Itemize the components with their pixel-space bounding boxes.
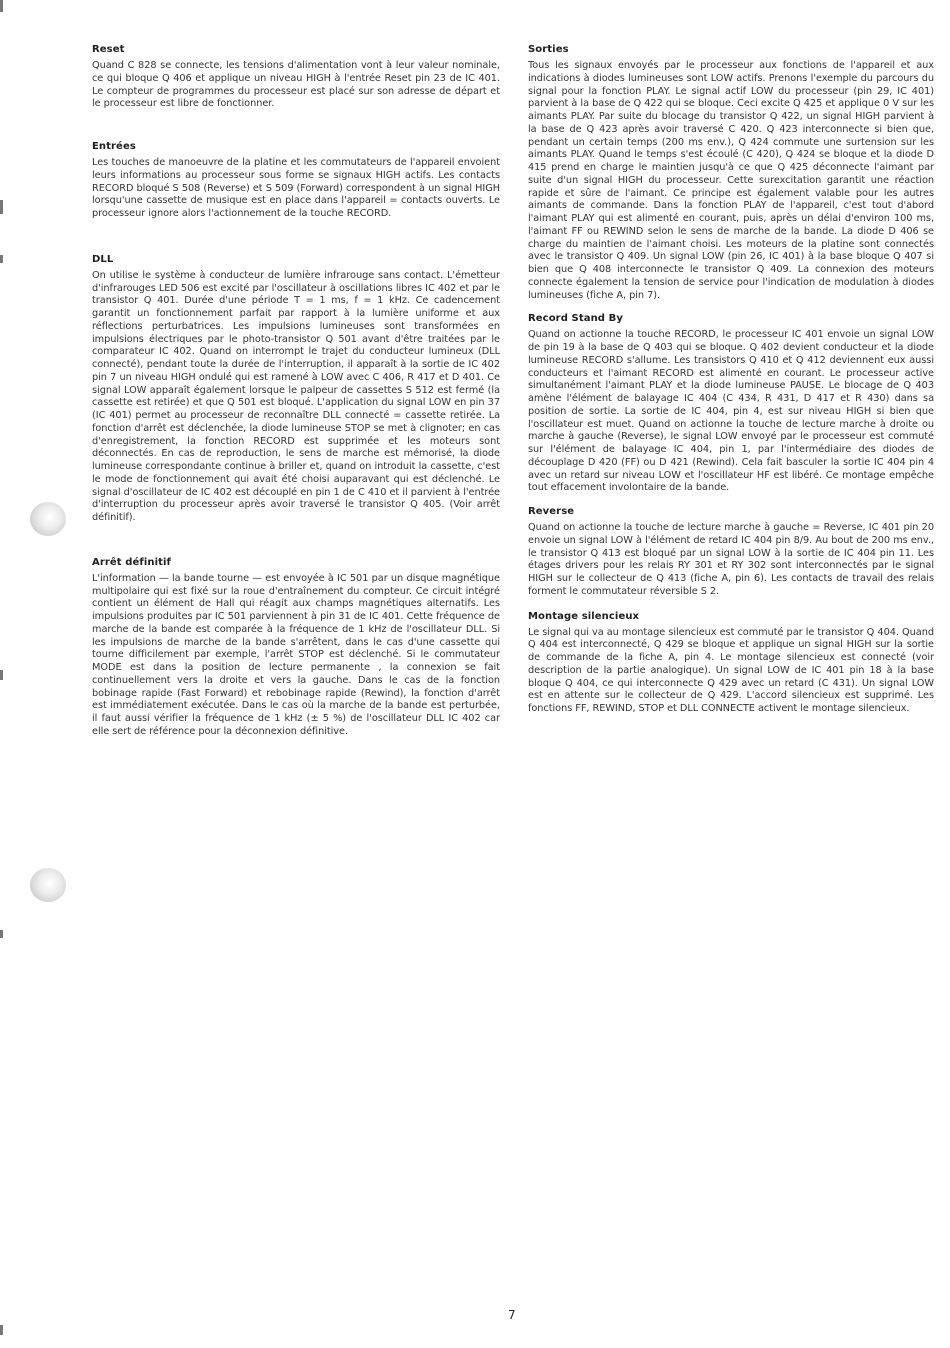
binder-hole-bottom: [30, 868, 66, 902]
section-text-dll: On utilise le système à conducteur de lumière infrarouge sans contact. L'émetteur d'infrarouges LED 506 est excité par l'oscillateur à oscillations libres IC 402 et par le transistor Q 401. Durée d'une période T = 1 ms, f = 1 kHz. Ce cadencement garantit un fonctionnement parfait par rapport à la lumière uniforme et aux réflections perturbatrices. Les impulsions lumineuses sont transformées en impulsions électriques par le photo-transistor Q 501 avant d'être traitées par le comparateur IC 402. Quand on interrompt le trajet du conducteur lumineux (DLL connecté), pendant toute la durée de l'interruption, il apparaît à la sortie de IC 402 pin 7 un niveau HIGH ondulé qui est ramené à LOW avec C 406, R 417 et D 401. Ce signal LOW apparaît également lorsque le palpeur de cassettes S 512 est fermé (la cassette est retirée) et que Q 501 est bloqué. L'application du signal LOW en pin 37 (IC 401) permet au processeur de reconnaître DLL connecté = cassette retirée. La fonction d'arrêt est déclenchée, la diode lumineuse STOP se met à clignoter; en cas d'enregistrement, la fonction RECORD est supprimée et les moteurs sont déconnectés. En cas de reproduction, le sens de marche est mémorisé, la diode lumineuse correspondante continue à briller et, quand on introduit la cassette, c'est le mode de fonctionnement qui avait été choisi auparavant qui est déclenché. Le signal d'oscillateur de IC 402 est découplé en pin 1 de C 410 et il parvient à l'entrée d'interruption du processeur après avoir traversé le transistor Q 405. (Voir arrêt définitif).: [92, 269, 500, 523]
section-montage-silencieux: [528, 611, 934, 716]
section-text-reset: Quand C 828 se connecte, les tensions d'alimentation vont à leur valeur nominale, ce qui bloque Q 406 et applique un niveau HIGH à l'entrée Reset pin 23 de IC 401. Le compteur de programmes du processeur est placé sur son adresse de départ et le processeur est libre de fonctionner.: [92, 60, 500, 110]
scan-edge-mark: [0, 1325, 3, 1335]
section-text-record-stand-by: Quand on actionne la touche RECORD, le processeur IC 401 envoie un signal LOW de pin 19 à la base de Q 403 qui se bloque. Q 402 devient conducteur et la diode lumineuse RECORD s'allume. Les transistors Q 410 et Q 412 deviennent eux aussi conducteurs et l'aimant RECORD est alimenté en courant. Le processeur active simultanément l'aimant PLAY et la diode lumineuse PAUSE. Le blocage de Q 403 amène l'élément de balayage IC 404 (C 434, R 431, D 417 et R 430) dans sa position de sortie. La sortie de IC 404, pin 4, est sur niveau HIGH si bien que l'oscillateur est muet. Quand on actionne la touche de lecture marche à droite ou marche à gauche (Reverse), le signal LOW envoyé par le processeur est commuté sur l'élément de balayage IC 404, pin 1, par l'intermédiaire des diodes de découplage D 420 (FF) ou D 421 (Rewind). Cela fait basculer la sortie IC 404 pin 4 avec un retard sur niveau LOW et l'oscillateur HF est libéré. Ce montage empêche tout effacement involontaire de la bande.: [528, 329, 934, 494]
section-text-arret-definitif: L'information — la bande tourne — est envoyée à IC 501 par un disque magnétique multipolaire qui est fixé sur la roue d'entraînement du compteur. Ce circuit intégré contient un élément de Hall qui réagit aux champs magnétiques alternatifs. Les impulsions produites par IC 501 parviennent à pin 31 de IC 401. Cette fréquence de marche de la bande est comparée à la fréquence de 1 kHz de l'oscillateur DLL. Si les impulsions de marche de la bande s'arrêtent, dans le cas d'une cassette qui tourne difficilement par exemple, l'arrêt STOP est déclenché. Si le commutateur MODE est dans la position de lecture permanente , la connexion se fait continuellement vers la droite et vers la gauche. Dans le cas de la fonction bobinage rapide (Fast Forward) et rebobinage rapide (Rewind), la fonction d'arrêt est immédiatement exécutée. Dans le cas où la marche de la bande est perturbée, il faut aussi vérifier la fréquence de 1 kHz (± 5 %) de l'oscillateur DLL IC 402 car elle sert de référence pour la déconnexion définitive.: [92, 572, 500, 737]
section-reset: [92, 44, 500, 111]
scan-edge-mark: [0, 930, 3, 938]
section-heading-entrees: Entrées: [92, 141, 136, 152]
section-heading-sorties: Sorties: [528, 44, 569, 55]
section-reverse: [528, 506, 934, 599]
scan-edge-mark: [0, 670, 3, 680]
scan-edge-mark: [0, 255, 3, 263]
scan-edge-mark: [0, 0, 3, 12]
section-heading-dll: DLL: [92, 253, 114, 265]
section-heading-montage-silencieux: Montage silencieux: [528, 610, 640, 622]
binder-hole-top: [30, 502, 66, 536]
section-text-sorties: Tous les signaux envoyés par le processeur aux fonctions de l'appareil et aux indications à diodes lumineuses sont LOW actifs. Prenons l'exemple du parcours du signal pour la fonction PLAY. Le signal actif LOW du processeur (pin 29, IC 401) parvient à la base de Q 422 qui se bloque. Ceci excite Q 425 et applique 0 V sur les aimants PLAY. Par suite du blocage du transistor Q 422, un signal HIGH parvient à la base de Q 423 après avoir traversé C 420. Q 423 interconnecte si bien que, pendant un certain temps (200 ms env.), Q 424 commute une surtension sur les aimants PLAY. Quand le temps s'est écoulé (C 420), Q 424 se bloque et la diode D 415 prend en charge le maintien jusqu'à ce que Q 425 déconnecte l'aimant par suite d'un signal HIGH du processeur. Cette surexcitation garantit une réaction rapide et sûre de l'aimant. Ce principe est également valable pour les autres aimants de commande. Dans la fonction PLAY de l'appareil, c'est tout d'abord l'aimant PLAY qui est alimenté en courant, puis, après un délai d'environ 100 ms, l'aimant FF ou REWIND selon le sens de marche de la bande. La diode D 406 se charge du maintien de l'aimant choisi. Les moteurs de la platine sont connectés avec le transistor Q 409. Un signal LOW (pin 26, IC 401) à la base bloque Q 407 si bien que Q 408 interconnecte le transistor Q 409. La connexion des moteurs connecte également la tension de service pour l'indication de modulation à diodes lumineuses (fiche A, pin 7).: [528, 60, 934, 301]
section-sorties: [528, 44, 934, 302]
section-text-entrees: Les touches de manoeuvre de la platine et les commutateurs de l'appareil envoient leurs informations au processeur sous forme se signaux HIGH actifs. Les contacts RECORD bloqué S 508 (Reverse) et S 509 (Forward) correspondent à un signal HIGH lorsqu'une cassette de musique est en place dans l'appareil = contacts ouverts. Le processeur ignore alors l'actionnement de la touche RECORD.: [92, 157, 500, 219]
section-heading-reset: Reset: [92, 44, 125, 55]
section-text-montage-silencieux: Le signal qui va au montage silencieux est commuté par le transistor Q 404. Quand Q 404 est interconnecté, Q 429 se bloque et applique un signal HIGH sur la sortie de commande de la fiche A, pin 4. Le montage silencieux est connecté (voir description de la partie analogique). Un signal LOW de IC 401 pin 18 à la base bloque Q 404, ce qui interconnecte Q 429 avec un retard (C 431). Un signal LOW est en attente sur le collecteur de Q 429. L'accord silencieux est supprimé. Les fonctions FF, REWIND, STOP et DLL CONNECTE activent le montage silencieux.: [528, 626, 934, 714]
right-column: [528, 44, 934, 716]
section-dll: [92, 254, 500, 525]
section-heading-reverse: Reverse: [528, 506, 575, 517]
section-heading-arret-definitif: Arrêt définitif: [92, 556, 171, 568]
scan-edge-mark: [0, 200, 3, 214]
section-heading-record-stand-by: Record Stand By: [528, 313, 623, 325]
section-entrees: [92, 141, 500, 221]
section-arret-definitif: [92, 557, 500, 739]
left-column: [92, 44, 500, 739]
section-text-reverse: Quand on actionne la touche de lecture marche à gauche = Reverse, IC 401 pin 20 envoie un signal LOW à l'élément de retard IC 404 pin 8/9. Au bout de 200 ms env., le transistor Q 413 est bloqué par un signal LOW à la sortie de IC 404 pin 11. Les étages drivers pour les relais RY 301 et RY 302 sont interconnectés par le signal HIGH sur le collecteur de Q 413 (fiche A, pin 6). Les contacts de travail des relais forment le commutateur réversible S 2.: [528, 522, 934, 597]
section-record-stand-by: [528, 313, 934, 495]
page-number: 7: [508, 1308, 516, 1322]
